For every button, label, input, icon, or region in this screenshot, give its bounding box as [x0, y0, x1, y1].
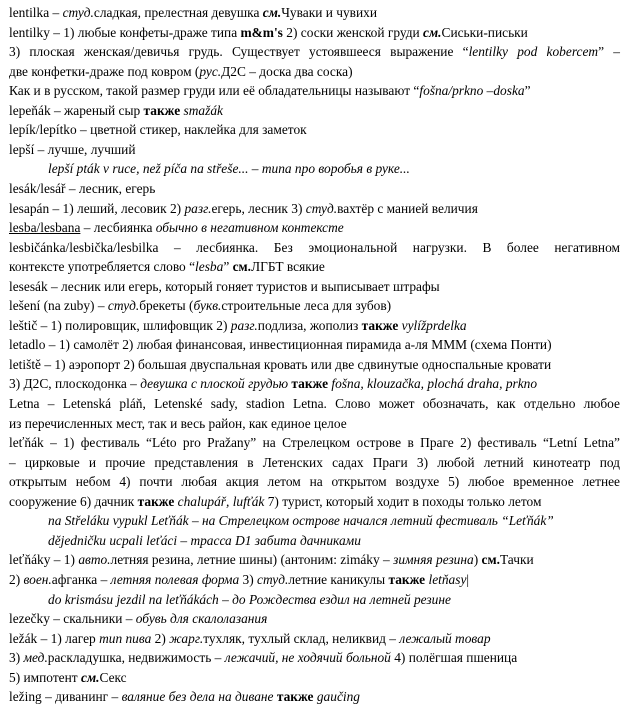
text-segment: также: [361, 317, 399, 333]
text-segment: 3) плоская женская/девичья грудь. Существует устоявшееся выражение “: [9, 44, 469, 60]
text-segment: – лесбиянка: [80, 220, 156, 236]
text-segment: ЛГБТ всякие: [251, 259, 325, 275]
text-segment: рус.: [199, 63, 222, 79]
entry-line: [0, 335, 626, 355]
text-segment: gaučing: [316, 689, 360, 705]
text-segment: leťňák – 1) фестиваль “Léto pro Pražany” на Стрелецком острове в Праге 2) фестиваль “Letní Letna”: [9, 435, 620, 451]
example-line: [0, 590, 626, 610]
entry-line: [0, 414, 626, 434]
text-segment: подлиза, жополиз: [257, 317, 362, 333]
text-segment: раскладушка, недвижимость –: [47, 650, 225, 666]
text-segment: егерь, лесник 3): [211, 200, 306, 216]
text-segment: лежалый товар: [399, 630, 491, 646]
text-segment: см.: [262, 5, 282, 20]
text-segment: m&m's: [240, 24, 283, 40]
text-segment: Чуваки и чувихи: [281, 5, 378, 20]
entry-line: [0, 277, 626, 297]
text-segment: – цирковые и прочие представления в Летенских садах Праги 3) любой летний кинотеатр под: [9, 454, 620, 470]
text-segment: авто.: [78, 552, 111, 568]
text-segment: lepší pták v ruce, než píča na střeše... – типа про воробья в руке...: [48, 161, 410, 177]
text-segment: ): [473, 552, 482, 568]
entry-line: [0, 23, 626, 43]
entry-line: [0, 42, 626, 62]
text-segment: летняя резина, летние шины) (антоним: zimáky –: [110, 552, 394, 568]
entry-line: [0, 394, 626, 414]
text-segment: |: [466, 572, 470, 587]
text-segment: smažák: [183, 102, 223, 118]
entry-line: [0, 199, 626, 219]
text-segment: зимняя резина: [393, 552, 474, 568]
text-segment: 2): [151, 630, 170, 646]
text-segment: мед.: [23, 650, 48, 666]
text-segment: lešení (na zuby) –: [9, 298, 108, 314]
text-segment: вахтёр с манией величия: [337, 200, 478, 216]
text-segment: lentilky – 1) любые конфеты-драже типа: [9, 24, 241, 40]
text-segment: Сиськи-письки: [441, 24, 528, 40]
text-segment: букв.: [193, 298, 222, 314]
text-segment: см.: [423, 24, 442, 40]
entry-line: [0, 101, 626, 121]
text-segment: жарг.: [169, 630, 204, 646]
text-segment: см.: [232, 259, 252, 275]
text-segment: Секс: [99, 669, 127, 685]
text-segment: афганка –: [51, 572, 111, 587]
entry-line: [0, 257, 626, 277]
text-segment: 2): [9, 572, 24, 587]
entry-line: [0, 316, 626, 336]
text-segment: контексте употребляется слово “: [9, 259, 196, 275]
text-segment: lesba: [195, 259, 224, 275]
text-segment: lesapán – 1) леший, лесовик 2): [9, 200, 185, 216]
example-line: [0, 531, 626, 551]
text-segment: 3) Д2С, плоскодонка –: [9, 376, 141, 392]
entry-line: [0, 179, 626, 199]
text-segment: lentilky pod kobercem: [468, 44, 599, 60]
text-segment: две конфетки-драже под ковром (: [9, 63, 200, 79]
text-segment: vylížprdelka: [401, 317, 467, 333]
text-segment: lesák/lesář – лесник, егерь: [9, 181, 156, 196]
text-segment: см.: [481, 552, 500, 568]
text-segment: летняя полевая форма: [110, 572, 240, 587]
entry-line: [0, 81, 626, 101]
text-segment: воен.: [23, 572, 52, 587]
entry-line: [0, 550, 626, 570]
text-segment: 2) соски женской груди: [282, 24, 424, 40]
text-segment: lentilka –: [9, 5, 63, 20]
text-segment: разг.: [184, 200, 212, 216]
text-segment: ”: [223, 259, 233, 275]
text-segment: 5) импотент: [9, 669, 81, 685]
entry-line: [0, 355, 626, 375]
entry-line: [0, 238, 626, 258]
text-segment: lesbičánka/lesbička/lesbilka – лесбиянка. Без эмоциональной нагрузки. В более негативном: [9, 239, 620, 255]
text-segment: do krismásu jezdil na leťňákách – до Рождества ездил на летней резине: [48, 591, 451, 607]
text-segment: lepší – лучше, лучший: [9, 141, 136, 157]
text-segment: 4) полёгшая пшеница: [390, 650, 518, 666]
text-segment: letiště – 1) аэропорт 2) большая двуспальная кровать или две сдвинутые односпальные кровати: [9, 356, 552, 372]
text-segment: также: [143, 102, 181, 118]
example-line: [0, 511, 626, 531]
text-segment: брекеты (: [139, 298, 194, 314]
text-segment: leťňáky – 1): [9, 552, 79, 568]
text-segment: студ.: [305, 200, 338, 216]
text-segment: lezečky – скальники –: [9, 611, 136, 627]
text-segment: разг.: [230, 317, 258, 333]
entry-line: [0, 3, 626, 23]
text-segment: dějedničku ucpali leťáci – трасса D1 забита дачниками: [48, 532, 361, 548]
text-segment: Тачки: [499, 552, 534, 568]
text-segment: lesesák – лесник или егерь, который гоняет туристов и выписывает штрафы: [9, 278, 440, 294]
text-segment: также: [276, 689, 314, 705]
entry-line: [0, 374, 626, 394]
text-segment: lepeňák – жареный сыр: [9, 102, 144, 118]
text-segment: Д2С – доска два соска): [221, 63, 353, 79]
text-segment: 3): [9, 650, 24, 666]
text-segment: lesba/lesbana: [9, 220, 81, 236]
entry-line: [0, 218, 626, 238]
text-segment: сладкая, прелестная девушка: [93, 5, 263, 20]
entry-line: [0, 140, 626, 160]
text-segment: 7) турист, который ходит в походы только летом: [264, 493, 542, 509]
text-segment: строительные леса для зубов): [221, 298, 392, 314]
text-segment: chalupář, lufťák: [177, 493, 265, 509]
text-segment: девушка с плоской грудью: [140, 376, 289, 392]
text-segment: Letna – Letenská pláň, Letenské sady, stadion Letna. Слово может обозначать, как отдельно любое: [9, 396, 620, 411]
text-segment: открытым небом 4) почти любая акция летом на открытом воздухе 5) любое временное летнее: [9, 474, 620, 490]
text-segment: из перечисленных мест, так и весь район, как единое целое: [9, 415, 347, 431]
text-segment: ”: [524, 83, 531, 99]
text-segment: также: [388, 572, 426, 587]
entry-line: [0, 433, 626, 453]
entry-line: [0, 629, 626, 649]
text-segment: lepík/lepítko – цветной стикер, наклейка для заметок: [9, 122, 307, 138]
text-segment: летние каникулы: [288, 572, 389, 587]
text-segment: leštič – 1) полировщик, шлифовщик 2): [9, 317, 231, 333]
entry-line: [0, 453, 626, 473]
entry-line: [0, 687, 626, 707]
text-segment: fošna/prkno –doska: [419, 83, 525, 99]
entry-line: [0, 296, 626, 316]
text-segment: тухляк, тухлый склад, неликвид –: [203, 630, 400, 646]
text-segment: ležák – 1) лагер: [9, 630, 100, 646]
entry-line: [0, 668, 626, 688]
text-segment: letadlo – 1) самолёт 2) любая финансовая, инвестиционная пирамида а-ля МММ (схема Понти): [9, 337, 552, 353]
text-segment: тип пива: [99, 630, 152, 646]
text-segment: лежачий, не ходячий больной: [224, 650, 391, 666]
text-segment: см.: [81, 669, 100, 685]
entry-line: [0, 609, 626, 629]
entry-line: [0, 120, 626, 140]
text-segment: также: [137, 493, 175, 509]
text-segment: студ.: [62, 5, 94, 20]
entry-line: [0, 472, 626, 492]
text-segment: ” –: [598, 44, 620, 60]
entry-line: [0, 648, 626, 668]
text-segment: обувь для скалолазания: [135, 611, 268, 627]
text-segment: валяние без дела на диване: [121, 689, 274, 705]
example-line: [0, 159, 626, 179]
text-segment: сооружение 6) дачник: [9, 493, 138, 509]
entry-line: [0, 62, 626, 82]
text-segment: 3): [239, 572, 258, 587]
text-segment: letňasy: [428, 572, 467, 587]
text-segment: студ.: [107, 298, 140, 314]
text-segment: также: [291, 376, 329, 392]
text-segment: обычно в негативном контексте: [155, 220, 344, 236]
text-segment: ležing – диванинг –: [9, 689, 122, 705]
text-segment: Как и в русском, такой размер груди или её обладательницы называют “: [9, 83, 420, 99]
text-segment: студ.: [257, 572, 289, 587]
entry-line: [0, 492, 626, 512]
text-segment: fošna, klouzačka, plochá draha, prkno: [331, 376, 538, 392]
text-segment: na Střeláku vypukl Leťňák – на Стрелецком острове начался летний фестиваль “Leťňák”: [48, 513, 554, 529]
entry-line: [0, 570, 626, 590]
